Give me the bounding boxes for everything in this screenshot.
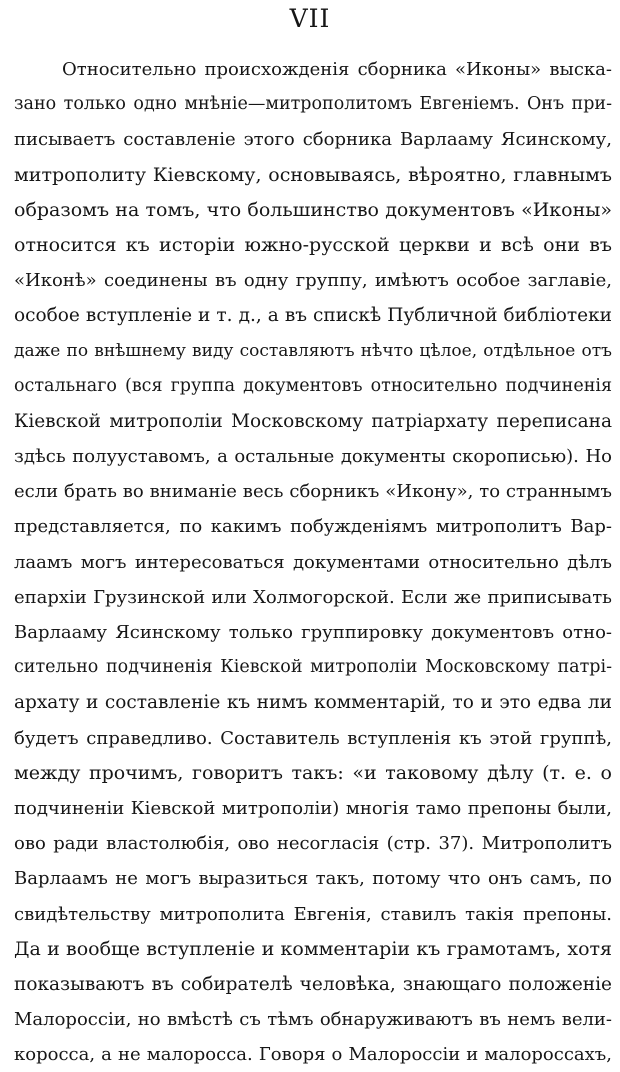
text-line: между прочимъ, говоритъ такъ: «и таковому дѣлу (т. е. о: [14, 761, 612, 784]
text-line: если брать во вниманіе весь сборникъ «Икону», то страннымъ: [14, 481, 612, 503]
text-line: «Иконѣ» соединены въ одну группу, имѣютъ особое заглавіе,: [14, 270, 612, 292]
text-line: остальнаго (вся группа документовъ относительно подчиненія: [14, 375, 612, 396]
text-line: зано только одно мнѣніе—митрополитомъ Евгеніемъ. Онъ при-: [14, 94, 612, 115]
text-line: Малороссіи, но вмѣстѣ съ тѣмъ обнаруживаютъ въ немъ вели-: [14, 1009, 612, 1031]
text-line: свидѣтельству митрополита Евгенія, ставилъ такія препоны.: [14, 903, 612, 925]
page-number: VII: [289, 4, 331, 33]
text-line: даже по внѣшнему виду составляютъ нѣчто цѣлое, отдѣльное отъ: [14, 340, 612, 361]
text-line: ово ради властолюбія, ово несогласія (стр. 37). Митрополитъ: [14, 833, 612, 855]
text-line: коросса, а не малоросса. Говоря о Малороссіи и малороссахъ,: [14, 1044, 612, 1066]
text-line: Варлааму Ясинскому только группировку документовъ отно-: [14, 622, 612, 643]
text-line: архату и составленіе къ нимъ комментарій, то и это едва ли: [14, 692, 612, 714]
text-line: Варлаамъ не могъ выразиться такъ, потому что онъ самъ, по: [14, 868, 612, 890]
text-line: сительно подчиненія Кіевской митрополіи Московскому патрі-: [14, 657, 612, 678]
text-line: Относительно происхожденія сборника «Иконы» выска-: [62, 59, 612, 80]
body-text: [14, 52, 612, 1072]
text-line: епархіи Грузинской или Холмогорской. Если же приписывать: [14, 586, 612, 608]
text-line: показываютъ въ собирателѣ человѣка, знающаго положеніе: [14, 973, 612, 995]
text-line: особое вступленіе и т. д., а въ спискѣ Публичной библіотеки: [14, 305, 612, 327]
text-line: митрополиту Кіевскому, основываясь, вѣроятно, главнымъ: [14, 163, 612, 186]
text-line: Кіевской митрополіи Московскому патріархату переписана: [14, 410, 612, 432]
text-line: подчиненіи Кіевской митрополіи) многія тамо препоны были,: [14, 797, 612, 819]
text-line: будетъ справедливо. Составитель вступленія къ этой группѣ,: [14, 727, 612, 749]
text-line: писываетъ составленіе этого сборника Варлааму Ясинскому,: [14, 129, 612, 151]
text-line: лаамъ могъ интересоваться документами относительно дѣлъ: [14, 551, 612, 573]
text-line: относится къ исторіи южно-русской церкви и всѣ они въ: [14, 233, 612, 256]
text-line: образомъ на томъ, что большинство документовъ «Иконы»: [14, 198, 612, 221]
text-line: Да и вообще вступленіе и комментаріи къ грамотамъ, хотя: [14, 937, 612, 960]
text-line: здѣсь полууставомъ, а остальные документы скорописью). Но: [14, 446, 612, 468]
text-line: представляется, по какимъ побужденіямъ митрополитъ Вар-: [14, 516, 612, 538]
